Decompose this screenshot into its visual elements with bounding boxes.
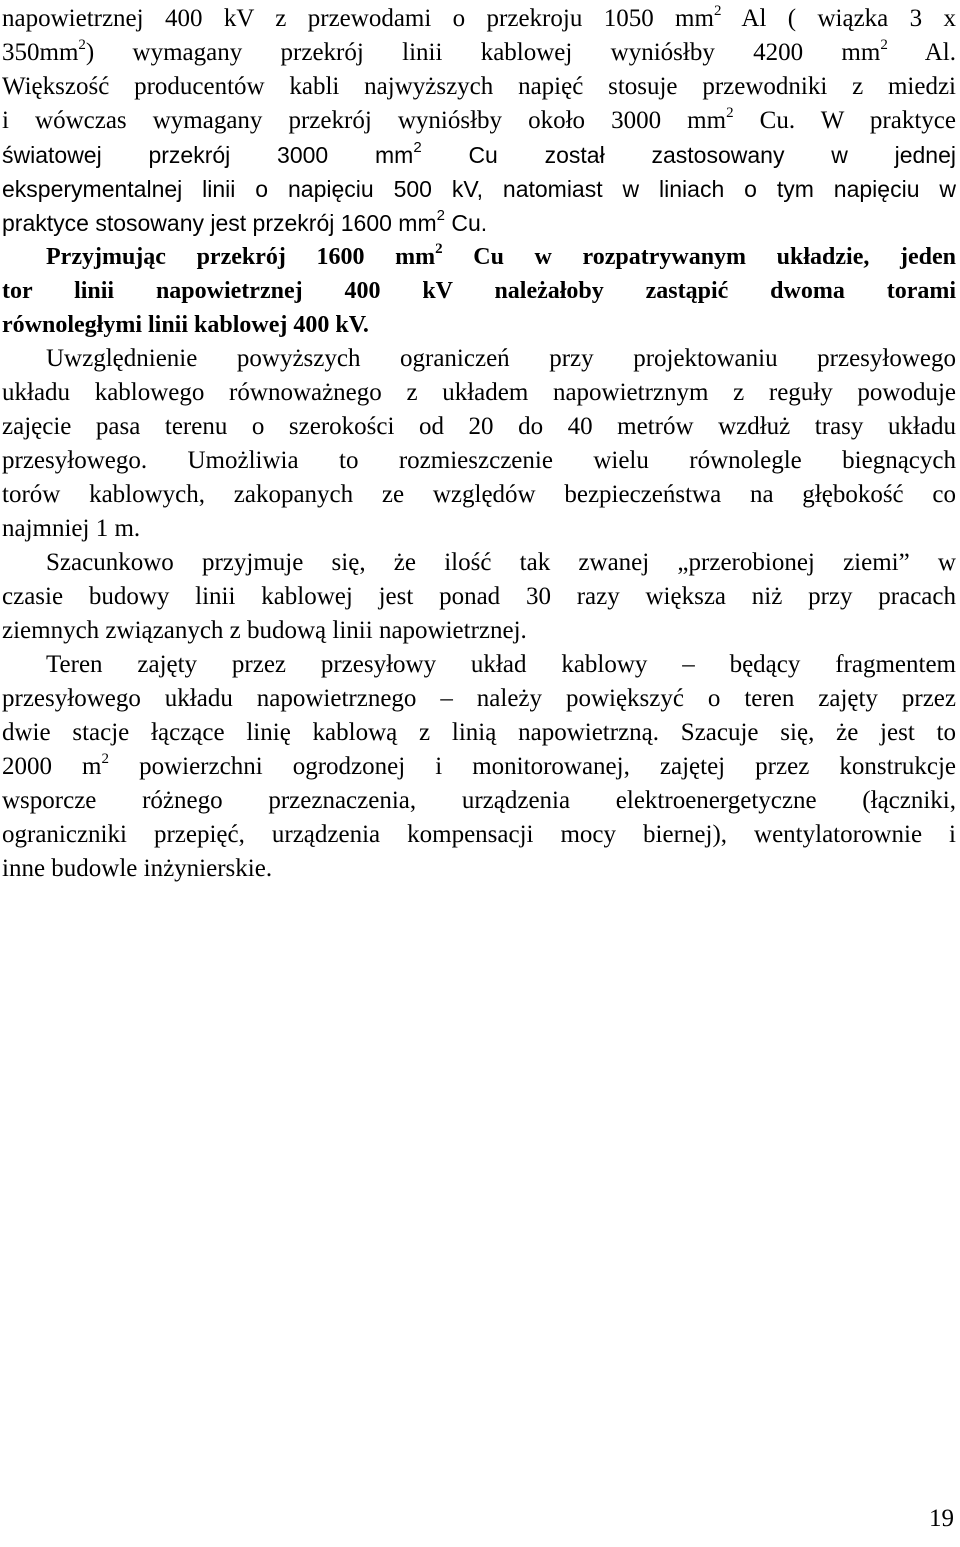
text-run: przesyłowego układu napowietrznego – należy powiększyć o teren zajęty przez [2, 685, 956, 712]
text-line [2, 240, 956, 274]
text-line [2, 716, 956, 750]
text-line [2, 36, 956, 70]
text-line [2, 444, 956, 478]
text-run: i wówczas wymagany przekrój wyniósłby około 3000 mm [2, 107, 727, 134]
superscript: 2 [436, 207, 445, 225]
text-run: czasie budowy linii kablowej jest ponad 30 razy większa niż przy pracach [2, 583, 956, 610]
text-run: powierzchni ogrodzonej i monitorowanej, zajętej przez konstrukcje [109, 753, 956, 780]
text-line [2, 172, 956, 206]
text-line [2, 818, 956, 852]
superscript: 2 [713, 2, 722, 19]
paragraph [2, 546, 956, 648]
superscript: 2 [726, 104, 734, 121]
text-line [2, 852, 956, 886]
text-run: najmniej 1 m. [2, 515, 141, 542]
text-run: Cu w rozpatrywanym układzie, jeden [442, 244, 956, 270]
text-run: 2000 m [2, 753, 102, 780]
text-run: równoległymi linii kablowej 400 kV. [2, 312, 369, 338]
superscript: 2 [78, 36, 86, 53]
text-run: eksperymentalnej linii o napięciu 500 kV, natomiast w liniach o tym napięciu w [2, 176, 956, 202]
text-run: inne budowle inżynierskie. [2, 855, 273, 882]
text-line [2, 614, 956, 648]
text-line [2, 750, 956, 784]
text-line [2, 2, 956, 36]
text-run: Cu został zastosowany w jednej [421, 142, 956, 168]
text-run: napowietrznej 400 kV z przewodami o przekroju 1050 mm [2, 5, 714, 32]
text-run: Uwzględnienie powyższych ograniczeń przy projektowaniu przesyłowego [46, 345, 956, 372]
text-run: Teren zajęty przez przesyłowy układ kablowy – będący fragmentem [46, 651, 956, 678]
text-line [2, 206, 956, 240]
text-line [2, 512, 956, 546]
text-run: praktyce stosowany jest przekrój 1600 mm [2, 210, 437, 236]
text-line [2, 70, 956, 104]
text-run: 350mm [2, 39, 79, 66]
text-line [2, 138, 956, 172]
body-text [2, 2, 956, 886]
page-number: 19 [929, 1505, 954, 1532]
text-run: zajęcie pasa terenu o szerokości od 20 do 40 metrów wzdłuż trasy układu [2, 413, 956, 440]
text-line [2, 648, 956, 682]
text-line [2, 410, 956, 444]
text-run: Al ( wiązka 3 x [721, 5, 956, 32]
superscript: 2 [101, 750, 110, 767]
text-run: przesyłowego. Umożliwia to rozmieszczenie wielu równolegle biegnących [2, 447, 956, 474]
superscript: 2 [413, 139, 422, 157]
text-run: ) wymagany przekrój linii kablowej wyniósłby 4200 mm [85, 39, 881, 66]
text-run: Większość producentów kabli najwyższych napięć stosuje przewodniki z miedzi [2, 73, 956, 100]
text-line [2, 104, 956, 138]
text-run: światowej przekrój 3000 mm [2, 142, 414, 168]
text-line [2, 784, 956, 818]
text-line [2, 682, 956, 716]
text-line [2, 376, 956, 410]
paragraph [2, 2, 956, 240]
text-run: układu kablowego równoważnego z układem napowietrznym z reguły powoduje [2, 379, 956, 406]
paragraph [2, 648, 956, 886]
paragraph [2, 240, 956, 342]
superscript: 2 [435, 241, 443, 257]
text-line [2, 580, 956, 614]
text-run: Przyjmując przekrój 1600 mm [46, 244, 436, 270]
text-run: Cu. [444, 210, 488, 236]
text-run: dwie stacje łączące linię kablową z linią napowietrzną. Szacuje się, że jest to [2, 719, 956, 746]
text-line [2, 308, 956, 342]
text-run: torów kablowych, zakopanych ze względów bezpieczeństwa na głębokość co [2, 481, 956, 508]
text-run: Al. [887, 39, 956, 66]
text-line [2, 478, 956, 512]
superscript: 2 [880, 36, 888, 53]
text-run: ograniczniki przepięć, urządzenia kompensacji mocy biernej), wentylatorownie i [2, 821, 956, 848]
text-run: ziemnych związanych z budową linii napowietrznej. [2, 617, 527, 644]
text-run: Szacunkowo przyjmuje się, że ilość tak zwanej „przerobionej ziemi” w [46, 549, 956, 576]
text-run: tor linii napowietrznej 400 kV należałoby zastąpić dwoma torami [2, 278, 956, 304]
text-run: wsporcze różnego przeznaczenia, urządzenia elektroenergetyczne (łączniki, [2, 787, 956, 814]
text-run: Cu. W praktyce [733, 107, 956, 134]
text-line [2, 274, 956, 308]
text-line [2, 546, 956, 580]
paragraph [2, 342, 956, 546]
text-line [2, 342, 956, 376]
